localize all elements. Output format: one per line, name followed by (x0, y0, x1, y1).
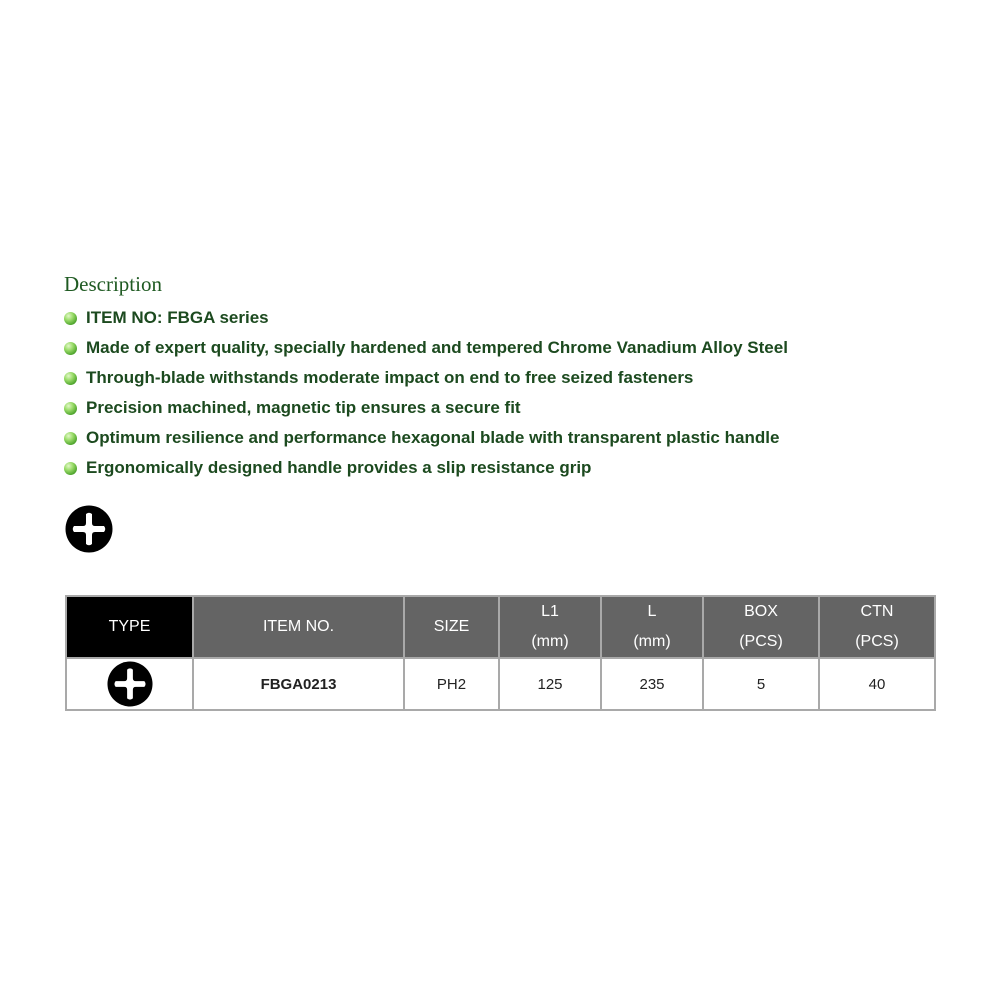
green-bullet-icon (64, 462, 77, 475)
l1-cell: 125 (499, 658, 601, 710)
header-box: BOX (PCS) (703, 596, 819, 658)
header-item-no: ITEM NO. (193, 596, 404, 658)
phillips-tip-icon (107, 661, 153, 707)
header-ctn: CTN (PCS) (819, 596, 935, 658)
feature-text: Made of expert quality, specially hardened and tempered Chrome Vanadium Alloy Steel (86, 338, 788, 357)
feature-text: Optimum resilience and performance hexagonal blade with transparent plastic handle (86, 428, 780, 447)
spec-table (65, 595, 936, 711)
green-bullet-icon (64, 312, 77, 325)
feature-list (64, 303, 788, 483)
item-no-cell: FBGA0213 (193, 658, 404, 710)
green-bullet-icon (64, 342, 77, 355)
feature-text: Through-blade withstands moderate impact on end to free seized fasteners (86, 368, 694, 387)
header-l1: L1 (mm) (499, 596, 601, 658)
feature-item (64, 423, 788, 453)
table-row (66, 658, 935, 710)
header-size: SIZE (404, 596, 499, 658)
table-header-row (66, 596, 935, 658)
feature-text: Ergonomically designed handle provides a slip resistance grip (86, 458, 592, 477)
feature-text: ITEM NO: FBGA series (86, 308, 269, 327)
header-l: L (mm) (601, 596, 703, 658)
feature-item (64, 393, 788, 423)
feature-text: Precision machined, magnetic tip ensures a secure fit (86, 398, 521, 417)
l-cell: 235 (601, 658, 703, 710)
green-bullet-icon (64, 372, 77, 385)
header-type: TYPE (66, 596, 193, 658)
green-bullet-icon (64, 432, 77, 445)
feature-item (64, 303, 788, 333)
type-cell (66, 658, 193, 710)
feature-item (64, 363, 788, 393)
ctn-cell: 40 (819, 658, 935, 710)
size-cell: PH2 (404, 658, 499, 710)
green-bullet-icon (64, 402, 77, 415)
description-title: Description (64, 272, 162, 296)
feature-item (64, 453, 788, 483)
phillips-tip-icon (65, 505, 113, 553)
feature-item (64, 333, 788, 363)
box-cell: 5 (703, 658, 819, 710)
